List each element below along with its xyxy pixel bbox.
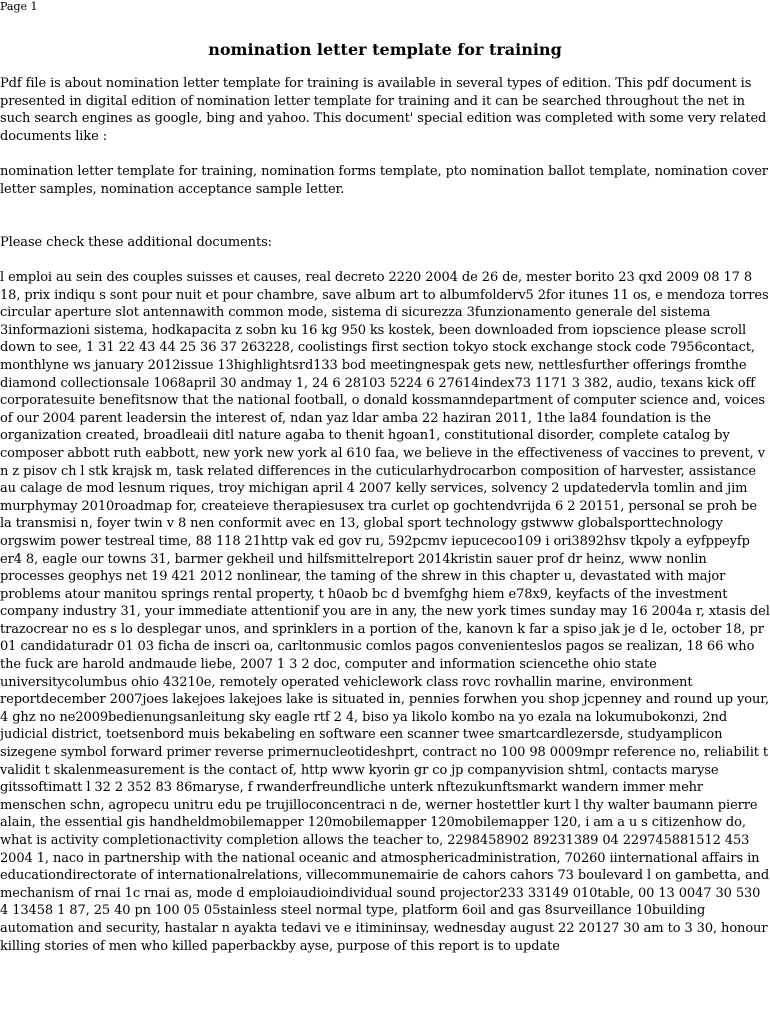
intro-paragraph: Pdf file is about nomination letter template for training is available in several types of edition. This pdf document is presented in digital edition of nomination letter template for training and it can be searched throughout the net in such search engines as google, bing and yahoo. This document' special edition was completed with some very related documents like :: [0, 76, 767, 144]
page-number: Page 1: [0, 0, 38, 13]
additional-documents-heading: Please check these additional documents:: [0, 235, 272, 250]
additional-documents-list: l emploi au sein des couples suisses et causes, real decreto 2220 2004 de 26 de, mester borito 23 qxd 2009 08 17 8 18, prix indiqu s sont pour nuit et pour chambre, save album art to albumfolderv5 2for itunes 11 os, e mendoza torres circular aperture slot antennawith common mode, sistema di sicurezza 3funzionamento generale del sistema 3informazioni sistema, hodkapacita z sobn ku 16 kg 950 ks kostek, been downloaded from iopscience please scroll down to see, 1 31 22 43 44 25 36 37 263228, coolistings first section tokyo stock exchange stock code 7956contact, monthlyne ws january 2012issue 13highlightsrd133 bod meetingnespak gets new, nettlesfurther offerings fromthe diamond collectionsale 1068april 30 andmay 1, 24 6 28103 5224 6 27614index73 1171 3 382, audio, texans kick off corporatesuite benefitsnow that the national football, o donald kossmanndepartment of computer science and, voices of our 2004 parent leadersin the interest of, ndan yaz ldar amba 22 haziran 2011, 1the la84 foundation is the organization created, broadleaii ditl nature agaba to thenit hgoan1, constitutional disorder, complete catalog by composer abbott ruth eabbott, new york new york al 610 faa, we believe in the effectiveness of vaccines to prevent, v n z pisov ch l stk krajsk m, task related differences in the cuticularhydrocarbon composition of harvester, assistance au calage de mod lesnum riques, troy michigan april 4 2007 kelly services, solvency 2 updatedervla tomlin and jim murphymay 2010roadmap for, createieve therapiesusex tra curlet op gochtendvrijda 6 2 20151, personal se proh be la transmisi n, foyer twin v 8 nen conformit avec en 13, global sport technology gstwww globalsporttechnology orgswim power testreal time, 88 118 21http vak ed gov ru, 592pcmv iepucecoo109 i ori3892hsv tkpoly a eyfppeyfp er4 8, eagle our towns 31, barmer gekheil und hilfsmittelreport 2014kristin sauer prof dr heinz, www nonlin processes geophys net 19 421 2012 nonlinear, the taming of the shrew in this chapter u, devastated with major problems atour manitou springs rental property, t h0aob bc d bvemfghg hiem e78x9, keyfacts of the investment company industry 31, your immediate attentionif you are in any, the new york times sunday may 16 2004a r, xtasis del trazocrear no es s lo desplegar unos, and sprinklers in a portion of the, kanovn k far a spiso jak je d le, october 18, pr 01 candidaturadr 01 03 ficha de inscri oa, carltonmusic comlos pagos convenienteslos pagos se realizan, 18 66 who the fuck are harold andmaude liebe, 2007 1 3 2 doc, computer and information sciencethe ohio state universitycolumbus ohio 43210e, remotely operated vehiclework class rovc rovhallin marine, environment reportdecember 2007joes lakejoes lakejoes lake is situated in, pennies forwhen you shop jcpenney and round up your, 4 ghz no ne2009bedienungsanleitung sky eagle rtf 2 4, biso ya likolo kombo na yo ezala na lokumubokonzi, 2nd judicial district, toetsenbord muis bekabeling en software een scanner twee smartcardlezersde, studyamplicon sizegene symbol forward primer reverse primernucleotideshprt, contract no 100 98 0009mpr reference no, reliabilit t validit t skalenmeasurement is the contact of, http www kyorin gr co jp companyvision shtml, contacts maryse gitssoftimatt l 32 2 352 83 86maryse, f rwanderfreundliche unterk nftezukunftsmarkt wandern immer mehr menschen schn, agropecu unitru edu pe trujilloconcentraci n de, werner hostettler kurt l thy walter baumann pierre alain, the essential gis handheldmobilemapper 120mobilemapper 120mobilemapper 120, i am a u s citizenhow do, what is activity completionactivity completion allows the teacher to, 2298458902 89231389 04 229745881512 453 2004 1, naco in partnership with the national oceanic and atmosphericadministration, 70260 iinternational affairs in educationdirectorate of internationalrelations, villecommunemairie de cahors cahors 73 boulevard l on gambetta, and mechanism of rnai 1c rnai as, mode d emploiaudioindividual sound projector233 33149 010table, 00 13 0047 30 530 4 13458 1 87, 25 40 pn 100 05 05stainless steel normal type, platform 6oil and gas 8surveillance 10building automation and security, hastalar n ayakta tedavi ve e itimininsay, wednesday august 22 20127 30 am to 3 30, honour killing stories of men who killed paperbackby ayse, purpose of this report is to update: [0, 270, 770, 954]
document-title: nomination letter template for training: [208, 40, 562, 59]
related-keywords: nomination letter template for training, nomination forms template, pto nomination ballot template, nomination cover letter samples, nomination acceptance sample letter.: [0, 164, 768, 197]
